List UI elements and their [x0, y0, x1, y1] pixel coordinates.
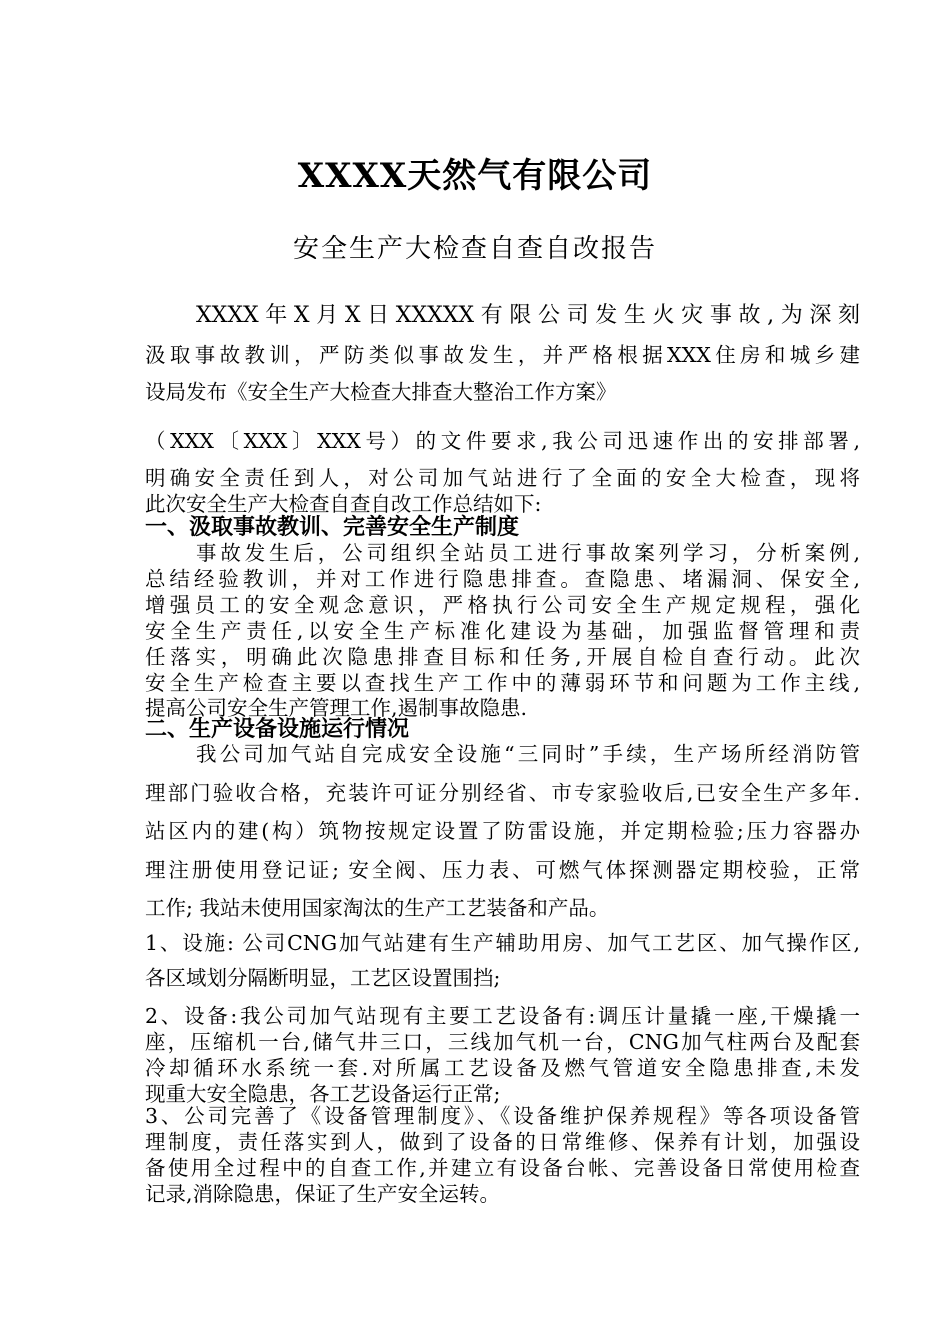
- body-line: 理制度，责任落实到人，做到了设备的日常维修、保养有计划，加强设: [145, 1130, 860, 1154]
- body-line: 理部门验收合格，充装许可证分别经省、市专家验收后,已安全生产多年.: [145, 781, 860, 805]
- body-line: 各区域划分隔断明显，工艺区设置围挡;: [145, 966, 501, 990]
- body-line: 2、设备:我公司加气站现有主要工艺设备有:调压计量撬一座,干燥撬一: [145, 1004, 860, 1028]
- section-heading: 一、汲取事故教训、完善安全生产制度: [145, 515, 520, 540]
- intro-line: XXXX年X月X日XXXXX有限公司发生火灾事故,为深刻: [196, 303, 860, 328]
- body-line: 安全生产检查主要以查找生产工作中的薄弱环节和问题为工作主线,: [145, 671, 860, 695]
- intro-line: 设局发布《安全生产大检查大排查大整治工作方案》: [145, 380, 617, 404]
- body-line: 我公司加气站自完成安全设施“三同时”手续，生产场所经消防管: [196, 742, 860, 766]
- body-line: 座，压缩机一台,储气井三口，三线加气机一台，CNG加气柱两台及配套: [145, 1030, 860, 1054]
- body-line: 安全生产责任,以安全生产标准化建设为基础，加强监督管理和责: [145, 619, 860, 643]
- body-line: 记录,消除隐患，保证了生产安全运转。: [145, 1182, 501, 1206]
- body-line: 冷却循环水系统一套.对所属工艺设备及燃气管道安全隐患排查,未发: [145, 1056, 860, 1080]
- intro-line: （XXX〔XXX〕XXX号）的文件要求,我公司迅速作出的安排部署,: [145, 429, 860, 453]
- body-line: 提高公司安全生产管理工作,遏制事故隐患.: [145, 696, 528, 720]
- body-line: 现重大安全隐患，各工艺设备运行正常;: [145, 1082, 501, 1106]
- body-line: 理注册使用登记证; 安全阀、压力表、可燃气体探测器定期校验，正常: [145, 858, 860, 882]
- body-line: 备使用全过程中的自查工作,并建立有设备台帐、完善设备日常使用检查: [145, 1156, 860, 1180]
- section-heading: 二、生产设备设施运行情况: [145, 717, 410, 742]
- intro-line: 明确安全责任到人，对公司加气站进行了全面的安全大检查，现将: [145, 466, 860, 490]
- report-title: 安全生产大检查自查自改报告: [292, 234, 657, 264]
- body-line: 增强员工的安全观念意识，严格执行公司安全生产规定规程，强化: [145, 593, 860, 617]
- body-line: 工作; 我站未使用国家淘汰的生产工艺装备和产品。: [145, 896, 610, 920]
- body-line: 任落实，明确此次隐患排查目标和任务,开展自检自查行动。此次: [145, 645, 860, 669]
- body-line: 1、设施: 公司CNG加气站建有生产辅助用房、加气工艺区、加气操作区,: [145, 931, 860, 955]
- body-line: 3、公司完善了《设备管理制度》、《设备维护保养规程》等各项设备管: [145, 1104, 860, 1128]
- body-line: 总结经验教训，并对工作进行隐患排查。查隐患、堵漏洞、保安全,: [145, 567, 860, 591]
- intro-line: 汲取事故教训，严防类似事故发生，并严格根据XXX住房和城乡建: [145, 343, 860, 367]
- body-line: 站区内的建(构）筑物按规定设置了防雷设施，并定期检验;压力容器办: [145, 819, 860, 843]
- intro-line: 此次安全生产大检查自查自改工作总结如下:: [145, 492, 542, 516]
- company-title: XXXX天然气有限公司: [297, 156, 653, 196]
- body-line: 事故发生后，公司组织全站员工进行事故案列学习，分析案例,: [196, 541, 860, 565]
